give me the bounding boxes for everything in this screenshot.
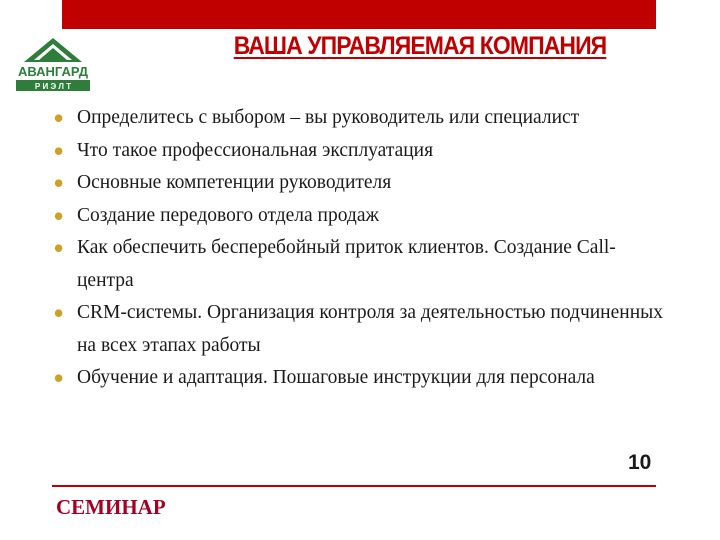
- list-item-text: Определитесь с выбором – вы руководитель или специалист: [77, 107, 580, 128]
- slide-title: ВАША УПРАВЛЯЕМАЯ КОМПАНИЯ: [233, 32, 607, 60]
- list-item: [52, 297, 672, 362]
- footer-label: СЕМИНАР: [56, 495, 166, 519]
- list-item-text: Основные компетенции руководителя: [77, 172, 392, 193]
- bullet-marker: •: [53, 360, 65, 396]
- list-item-text: Обучение и адаптация. Пошаговые инструкции для персонала: [77, 367, 595, 388]
- list-item-text: Создание передового отдела продаж: [77, 204, 379, 226]
- list-item: [52, 362, 672, 395]
- bullet-marker: •: [53, 197, 65, 234]
- bullet-list: [52, 102, 672, 395]
- bullet-marker: •: [53, 100, 65, 136]
- list-item-text: Как обеспечить бесперебойный приток клиентов. Создание Call-центра: [77, 237, 616, 291]
- list-item: [52, 167, 672, 200]
- page-number: 10: [628, 451, 652, 474]
- list-item: [52, 232, 672, 297]
- list-item: [52, 132, 672, 169]
- list-item: [52, 197, 672, 234]
- list-item-text: Что такое профессиональная эксплуатация: [77, 139, 434, 161]
- bottom-divider: [52, 485, 656, 487]
- bullet-marker: •: [53, 295, 65, 331]
- company-logo: [10, 36, 96, 94]
- logo-graphic: [10, 36, 96, 94]
- logo-name: АВАНГАРД: [18, 64, 88, 79]
- list-item: [52, 102, 672, 135]
- bullet-marker: •: [53, 132, 65, 169]
- bullet-marker: •: [53, 230, 65, 266]
- list-item-text: CRM-системы. Организация контроля за деятельностью подчиненных на всех этапах работы: [77, 302, 663, 356]
- top-accent-bar: [62, 0, 656, 29]
- bullet-marker: •: [53, 165, 65, 201]
- logo-subtitle: Р И Э Л Т: [34, 82, 72, 91]
